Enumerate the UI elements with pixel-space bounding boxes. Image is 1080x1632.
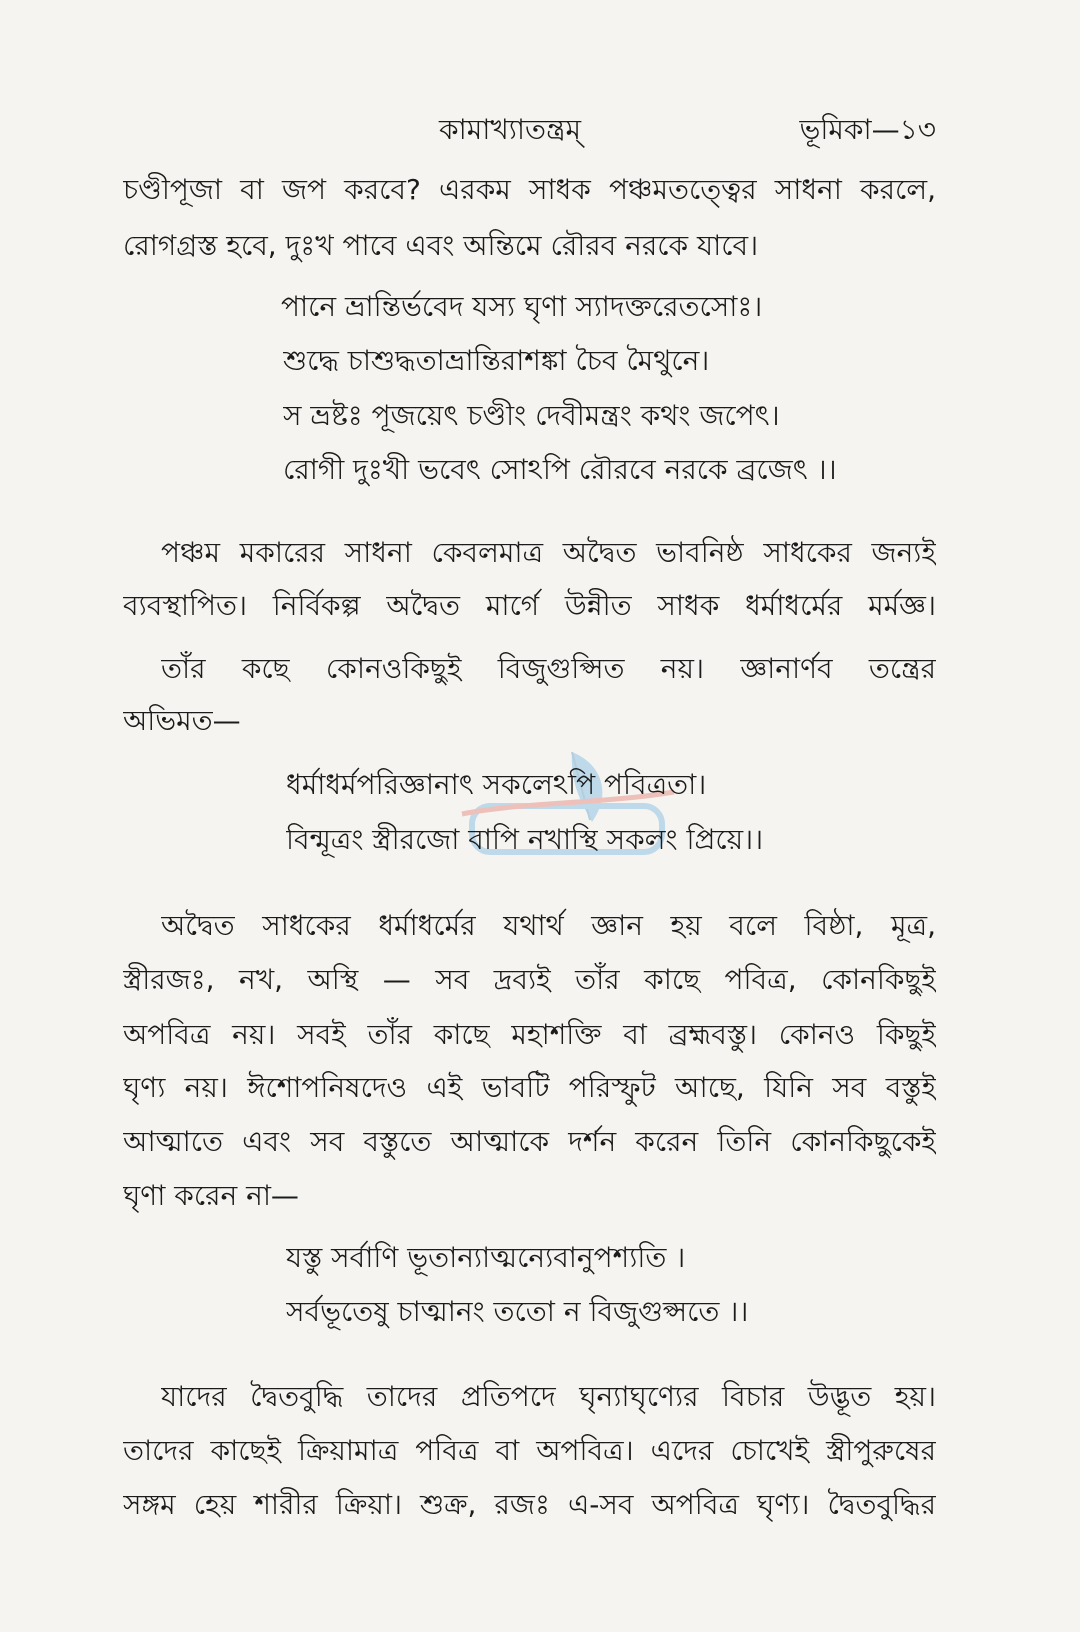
text-line: সঙ্গম হেয় শারীর ক্রিয়া। শুক্র, রজঃ এ-সব অপবিত্র ঘৃণ্য। দ্বৈতবুদ্ধির: [123, 1488, 936, 1521]
text-line: আত্মাতে এবং সব বস্তুতে আত্মাকে দর্শন করেন তিনি কোনকিছুকেই: [123, 1125, 936, 1158]
text-line: তাদের কাছেই ক্রিয়ামাত্র পবিত্র বা অপবিত্র। এদের চোখেই স্ত্রীপুরুষের: [123, 1434, 936, 1467]
text-line: অদ্বৈত সাধকের ধর্মাধর্মের যথার্থ জ্ঞান হয় বলে বিষ্ঠা, মূত্র,: [161, 909, 936, 942]
verse-line: পানে ভ্রান্তির্ভবেদ যস্য ঘৃণা স্যাদক্তরেতসোঃ।: [281, 290, 763, 323]
verse-line: শুদ্ধে চাশুদ্ধতাভ্রান্তিরাশঙ্কা চৈব মৈথুনে।: [283, 344, 710, 377]
page-number-label: ভূমিকা—১৩: [799, 113, 936, 146]
verse-line: ধর্মাধর্মপরিজ্ঞানাৎ সকলেঽপি পবিত্রতা।: [286, 768, 707, 801]
text-line: ঘৃণ্য নয়। ঈশোপনিষদেও এই ভাবটি পরিস্ফুট আছে, যিনি সব বস্তুই: [123, 1071, 936, 1104]
text-line: ঘৃণা করেন না—: [123, 1179, 299, 1212]
verse-line: সর্বভূতেষু চাত্মানং ততো ন বিজুগুপ্সতে ।।: [286, 1295, 749, 1328]
text-line: পঞ্চম মকারের সাধনা কেবলমাত্র অদ্বৈত ভাবনিষ্ঠ সাধকের জন্যই: [161, 536, 936, 569]
text-line: চণ্ডীপূজা বা জপ করবে? এরকম সাধক পঞ্চমতত্ত্বের সাধনা করলে,: [123, 173, 936, 206]
verse-line: স ভ্রষ্টঃ পূজয়েৎ চণ্ডীং দেবীমন্ত্রং কথং জপেৎ।: [283, 399, 780, 432]
text-line: রোগগ্রস্ত হবে, দুঃখ পাবে এবং অন্তিমে রৌরব নরকে যাবে।: [123, 229, 759, 262]
verse-line: রোগী দুঃখী ভবেৎ সোঽপি রৌরবে নরকে ব্রজেৎ ।।: [283, 453, 837, 486]
text-line: অভিমত—: [123, 704, 241, 737]
verse-line: যস্তু সর্বাণি ভূতান্যাত্মন্যেবানুপশ্যতি ।: [286, 1241, 686, 1274]
book-title: কামাখ্যাতন্ত্রম্: [438, 113, 581, 146]
text-line: স্ত্রীরজঃ, নখ, অস্থি — সব দ্রব্যই তাঁর কাছে পবিত্র, কোনকিছুই: [123, 963, 936, 996]
text-line: অপবিত্র নয়। সবই তাঁর কাছে মহাশক্তি বা ব্রহ্মবস্তু। কোনও কিছুই: [123, 1018, 936, 1051]
text-line: তাঁর কছে কোনওকিছুই বিজুগুপ্সিত নয়। জ্ঞানার্ণব তন্ত্রের: [161, 652, 936, 685]
verse-line: বিন্মূত্রং স্ত্রীরজো বাপি নখাস্থি সকলং প্রিয়ে।।: [286, 823, 764, 856]
text-line: যাদের দ্বৈতবুদ্ধি তাদের প্রতিপদে ঘৃন্যাঘৃণ্যের বিচার উদ্ভূত হয়।: [161, 1380, 936, 1413]
text-line: ব্যবস্থাপিত। নির্বিকল্প অদ্বৈত মার্গে উন্নীত সাধক ধর্মাধর্মের মর্মজ্ঞ।: [123, 589, 936, 622]
